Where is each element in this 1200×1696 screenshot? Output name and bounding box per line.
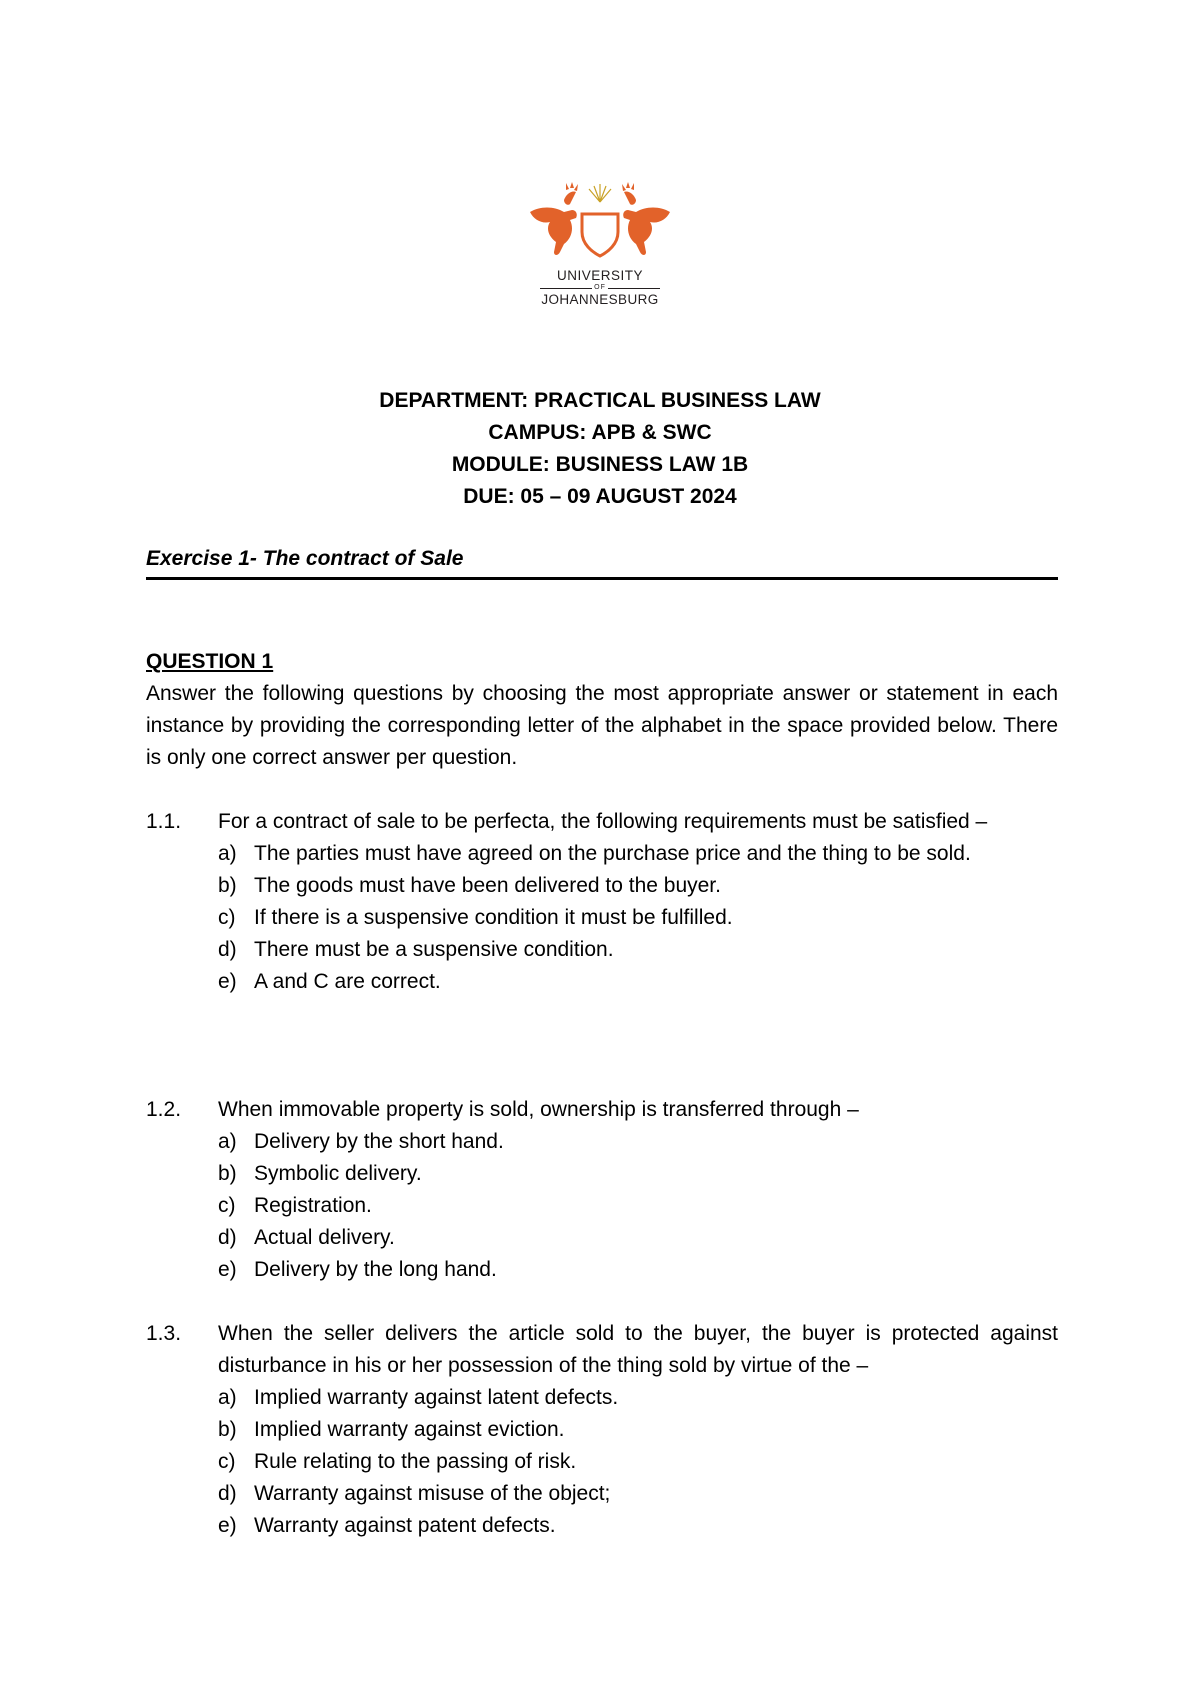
option-text: Warranty against misuse of the object;: [254, 1482, 611, 1505]
option-letter: b): [218, 1162, 237, 1185]
answer-option: [218, 966, 1058, 998]
option-text: The parties must have agreed on the purchase price and the thing to be sold.: [254, 842, 971, 865]
university-logo: [520, 180, 680, 320]
answer-option: [218, 1190, 1058, 1222]
question-number: 1.1.: [146, 810, 182, 833]
answer-option: [218, 1446, 1058, 1478]
answer-options: [146, 1382, 1058, 1542]
option-letter: d): [218, 1482, 237, 1505]
option-letter: b): [218, 1418, 237, 1441]
option-letter: a): [218, 1386, 237, 1409]
answer-option: [218, 1222, 1058, 1254]
answer-option: [218, 1510, 1058, 1542]
answer-option: [218, 1254, 1058, 1286]
question-instructions: Answer the following questions by choosing the most appropriate answer or statement in each instance by providing the corresponding letter of the alphabet in the space provided below. There is only one correct answer per question.: [146, 682, 1058, 769]
answer-option: [218, 902, 1058, 934]
option-text: Implied warranty against latent defects.: [254, 1386, 619, 1409]
due-date-line: DUE: 05 – 09 AUGUST 2024: [463, 485, 737, 508]
option-letter: e): [218, 1258, 237, 1281]
option-text: If there is a suspensive condition it must be fulfilled.: [254, 906, 733, 929]
option-text: Actual delivery.: [254, 1226, 395, 1249]
question-text: When immovable property is sold, ownership is transferred through –: [218, 1098, 859, 1121]
option-text: There must be a suspensive condition.: [254, 938, 614, 961]
department-line: DEPARTMENT: PRACTICAL BUSINESS LAW: [379, 389, 821, 412]
answer-options: [146, 838, 1058, 998]
answer-options: [146, 1126, 1058, 1286]
logo-of-text: OF: [594, 284, 606, 291]
option-text: A and C are correct.: [254, 970, 441, 993]
document-header: [0, 385, 1200, 513]
question-heading: QUESTION 1: [146, 650, 274, 673]
option-letter: c): [218, 1194, 236, 1217]
option-letter: a): [218, 1130, 237, 1153]
logo-university-text: UNIVERSITY: [556, 268, 643, 283]
option-letter: a): [218, 842, 237, 865]
question-item: [146, 1318, 1058, 1542]
logo-johannesburg-text: JOHANNESBURG: [541, 292, 659, 307]
question-item: [146, 806, 1058, 998]
logo-divider-right: [608, 288, 660, 289]
question-number: 1.3.: [146, 1322, 182, 1345]
campus-line: CAMPUS: APB & SWC: [488, 421, 712, 444]
birds-emblem-icon: [520, 180, 680, 270]
option-letter: c): [218, 1450, 236, 1473]
option-letter: e): [218, 1514, 237, 1537]
answer-option: [218, 1382, 1058, 1414]
option-letter: d): [218, 1226, 237, 1249]
answer-option: [218, 1414, 1058, 1446]
answer-option: [218, 934, 1058, 966]
question-item: [146, 1094, 1058, 1286]
exercise-title: Exercise 1- The contract of Sale: [146, 545, 1058, 580]
question-text: For a contract of sale to be perfecta, the following requirements must be satisfied –: [218, 810, 988, 833]
option-text: Rule relating to the passing of risk.: [254, 1450, 577, 1473]
answer-option: [218, 1478, 1058, 1510]
option-text: Registration.: [254, 1194, 372, 1217]
option-text: The goods must have been delivered to the buyer.: [254, 874, 721, 897]
answer-option: [218, 1126, 1058, 1158]
answer-option: [218, 838, 1058, 870]
option-text: Delivery by the long hand.: [254, 1258, 497, 1281]
question-text: When the seller delivers the article sold to the buyer, the buyer is protected against disturbance in his or her possession of the thing sold by virtue of the –: [218, 1322, 1058, 1377]
option-letter: d): [218, 938, 237, 961]
answer-option: [218, 1158, 1058, 1190]
answer-option: [218, 870, 1058, 902]
option-letter: b): [218, 874, 237, 897]
option-text: Warranty against patent defects.: [254, 1514, 556, 1537]
option-letter: c): [218, 906, 236, 929]
option-text: Symbolic delivery.: [254, 1162, 422, 1185]
option-letter: e): [218, 970, 237, 993]
question-number: 1.2.: [146, 1098, 182, 1121]
module-line: MODULE: BUSINESS LAW 1B: [451, 453, 749, 476]
option-text: Implied warranty against eviction.: [254, 1418, 565, 1441]
option-text: Delivery by the short hand.: [254, 1130, 504, 1153]
